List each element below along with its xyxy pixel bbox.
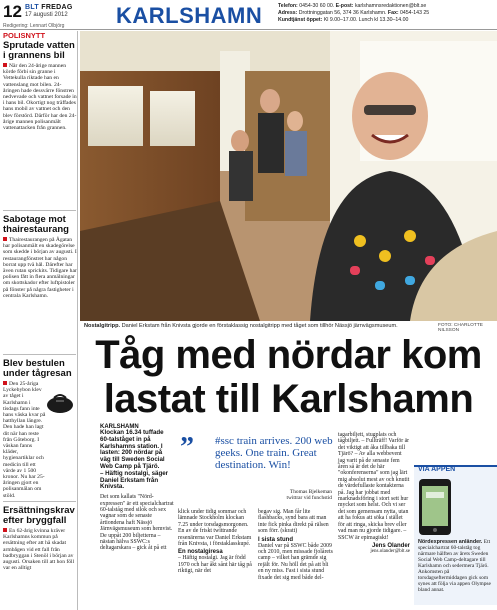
photo-credit: FOTO: CHARLOTTE NILSSON xyxy=(438,323,483,333)
article-text: klick under tidig sommar och lämnade Stockholm klockan 7.25 under torsdagsmorgonen. En av de friskt twittrande resenärerna var Daniel Erkstam från Knivsta, i förstaklasskupé. xyxy=(178,509,252,548)
section-title: KARLSHAMN xyxy=(116,3,263,28)
article-column-4 xyxy=(338,432,410,555)
sidebar-article-title: Blev bestulen under tågresan xyxy=(3,358,72,379)
article-column-1 xyxy=(100,424,174,552)
sidebar-article-body: En 62-årig kvinna kräver Karlshamns kommun på ersättning efter att hä skadat armbågen vid ett fall från badbryggan i Stenöl i början av augusti. Orsaken till att hon föll var en alltigt xyxy=(3,528,75,572)
article-column-3 xyxy=(258,509,334,581)
author-name: Jens Olander xyxy=(371,542,410,549)
article-text: Det som kallats "Nörd-expressen" är ett specialchartrat 60-talståg med silok och sex vagnar som de senaste årtiondena haft Nässjö Järnvägsmuseum som hemvist. De uppåt 200 biljetterna – nästan hälva SSWC:s deltagarskara – gick åt på ett xyxy=(100,494,174,552)
paper-name xyxy=(25,4,73,11)
paper-logo: BLT xyxy=(25,4,39,11)
sidebar-article-body: När den 24-årige mannen körde förbi sin granne i Vettekulla riktade han en vattenslang mot bilen. 24-åringen hade dessvärre fönstren nedvevade och vattnet forsade in i hans bil. Okortigt nog träffades hans mobil av vattnet och den blev förstörd. Därför har den 24-årige mannen polisanmält vattenattacken från grannen. xyxy=(3,63,77,132)
headline-line-2: lastat till Karlshamn xyxy=(103,377,474,421)
sidebar-article-title: Sprutade vatten i grannens bil xyxy=(3,40,75,61)
train-interior-image xyxy=(80,31,497,321)
article-lead: Klockan 16.34 tuffade 60-talståget in på Karlshamns station. I lasten: 200 nördar på väg till Sweden Social Web Camp på Tjärö. xyxy=(100,429,165,470)
pull-quote: #ssc train arrives. 200 web geeks. One train. Great destination. Win! xyxy=(215,435,333,471)
sidebar-divider xyxy=(3,501,76,502)
sidebar-article-body: Den 25-åriga Lyckebybon klev av tåget i Karlshamn i tisdags fann inte hans väska kvar på hatthyllan längre. Den hade han lagt dit när han reste från Göteborg. I väskan fanns kläder, hygienartiklar och medicin till ett värde av 1 500 kronor. Nu har 25-åringen gjort en polisanmälan om stöld. xyxy=(3,381,46,499)
bag-icon xyxy=(46,392,74,414)
sidebar-article-body: Thairestaurangen på Ågatan har polisanmält en skadegörelse som skedde i början av augusti. I restaurangfönstret har någon borrat upp tvä hål. Därefter har även rutan sprickits. Tidigare har polisen fått in flera anmälningar om skottskador efter luftpistoler på fönster på några fastigheter i centrala Karlshamn. xyxy=(3,237,77,299)
photo-caption: Nostalgitripp. Daniel Erkstam från Knivsta gjorde en förstaklassig nostalgitripp med tåget som tillhör Nässjö järnvägsmuseum. xyxy=(84,323,398,329)
subheading: En nostalgiresa xyxy=(178,549,223,556)
issue-date: 17 augusti 2012 xyxy=(25,12,68,18)
article-text: tagarbiljett, stugplats och tågbiljett. – Fullträff! Varför är det viktigt att åka tillbaka till Tjärö? – Av alla webbevent jag varit på de senaste fem åren så är det de här "okonferenserna" som jag lärt mig absolut mest av och knutit de värdefullaste kontakterna på. Jag har jobbat med marknadsföring i stort sett hur mycket som helst. Och vi ser det som gemensam nytta, utan att ha fokus att söka i stället för att ringa, skicka brev eller vad man nu gjorde tidigare. – SSCW är epimagiskt! xyxy=(338,432,410,541)
editor-line: Redigering: Lennart Olbjörg xyxy=(3,23,65,29)
page-number: 12 xyxy=(3,2,22,21)
via-appen-title: VIA APPEN xyxy=(418,466,456,473)
author-email: jens.olander@blt.se xyxy=(370,548,410,554)
headline-line-1: Tåg med nördar kom xyxy=(95,333,482,377)
quote-attribution: Thomas Bjelkeman twittrar vid funchstid xyxy=(286,489,332,502)
quote-mark: ” xyxy=(180,432,194,463)
article-lead-quote: – Häftig nostalgi, säger Daniel Erkstam från Knivsta. xyxy=(100,469,169,491)
subheading: I sista stund xyxy=(258,536,294,543)
article-text: – Häftig nostalgi. Jag är född 1970 och har åkt sånt här tåg på riktigt, när det xyxy=(178,555,252,575)
sidebar-article-title: Ersättningskrav efter bryggfall xyxy=(3,505,75,526)
sidebar-article-title: Sabotage mot thairestaurang xyxy=(3,214,69,235)
article-text: begav sig. Man får lite flashbacks, synd bara att man inte fick pinka direkt på rälsen som förr. (skratt) xyxy=(258,509,329,535)
dateline: KARLSHAMN xyxy=(100,424,139,430)
contact-line-2: Adress: Drottninggatan 56, 374 36 Karlshamn. Fax: 0454-143 25 xyxy=(278,10,430,16)
sidebar-divider xyxy=(3,210,76,211)
article-text: Daniel var på SSWC både 2009 och 2010, men missade fjolårets camp – vilket han grämde sig rejält för. Nu höll det på att bli en ny miss. Fast i sista stund fixade det sig med både del- xyxy=(258,542,333,581)
header-rule xyxy=(0,29,497,30)
main-photo xyxy=(80,31,497,321)
sidebar-heading: POLISNYTT xyxy=(3,31,46,40)
weekday: FREDAG xyxy=(41,4,73,11)
via-appen-text: Nördexpressen anländer. Ett specialchartrat 60-talståg tog närmare hälften av årets Sweden Social Web Camp-deltagare till Karlshamn och sedermera Tjärö. Ankomsten på torsdagseftermiddagen gick som synes att följa via appen Olympse bland annat. xyxy=(418,539,491,593)
contact-line-3: Kundtjänst öppet: Kl 9.00–17.00. Lunch kl 13.30–14.00 xyxy=(278,17,409,23)
phone-icon xyxy=(418,478,452,536)
sidebar-divider xyxy=(3,354,76,355)
article-column-2 xyxy=(178,509,252,575)
contact-line-1: Telefon: 0454-30 60 00. E-post: karlshamnsredaktionen@blt.se xyxy=(278,3,427,9)
